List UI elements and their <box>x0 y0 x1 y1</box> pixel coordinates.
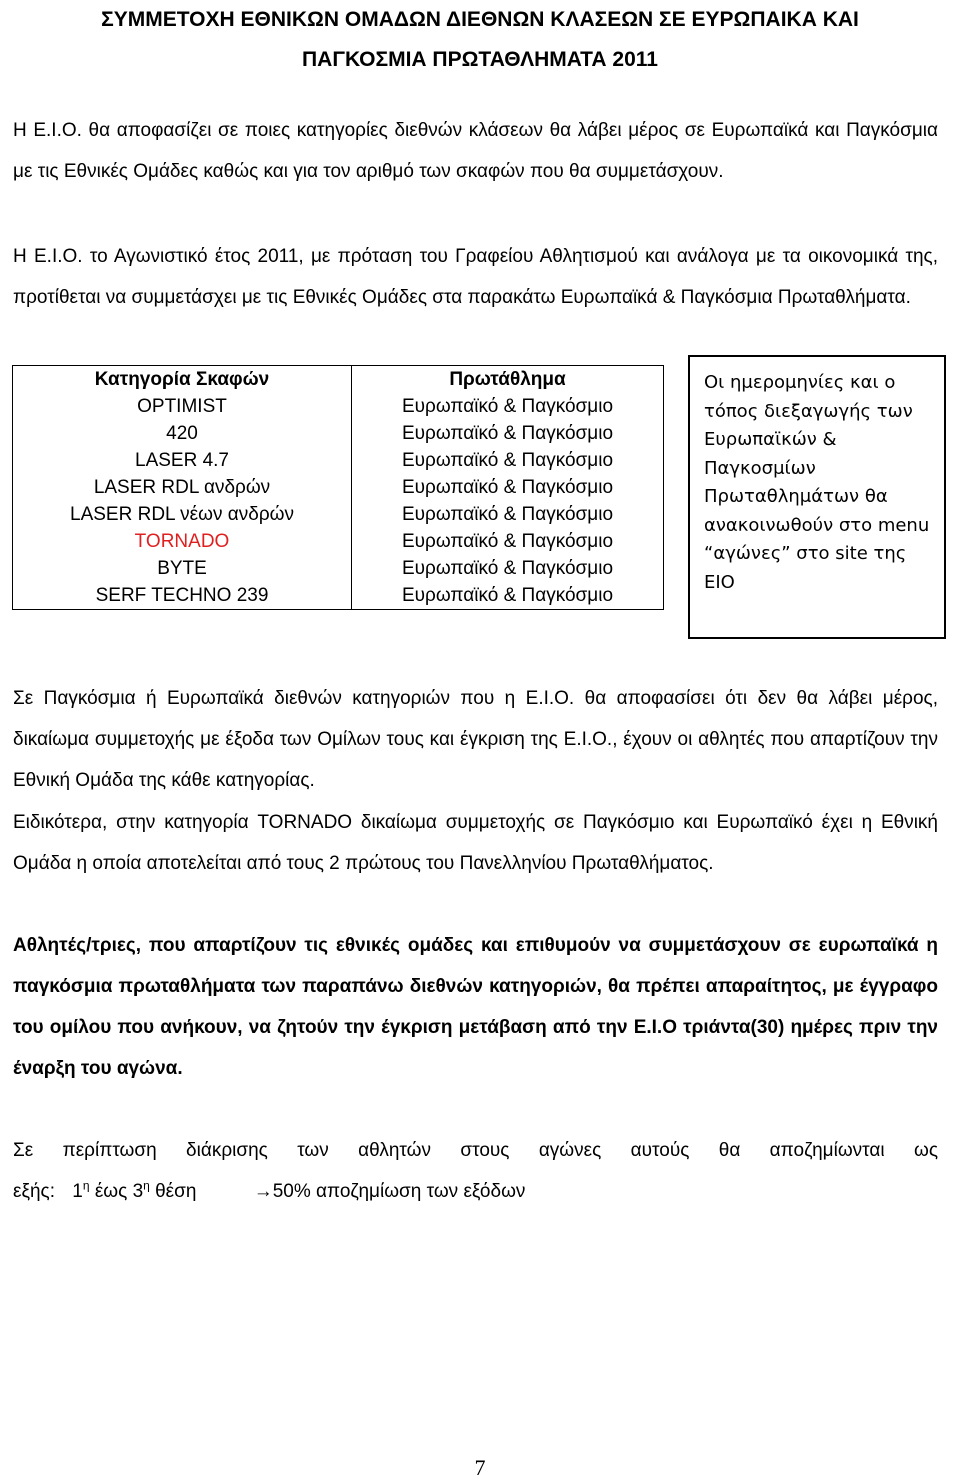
compensation-line <box>13 1171 525 1212</box>
place-third: 3 <box>132 1181 144 1202</box>
place-third-sup: η <box>143 1178 150 1193</box>
compensation-prefix: εξής: <box>13 1181 55 1202</box>
paragraph-participation-decision: Η Ε.Ι.Ο. θα αποφασίζει σε ποιες κατηγορίες διεθνών κλάσεων θα λάβει μέρος σε Ευρωπαϊκά και Παγκόσμια με τις Εθνικές Ομάδες καθώς και για τον αριθμό των σκαφών που θα συμμετάσχουν. <box>13 120 938 182</box>
cell-championship: Ευρωπαϊκό & Παγκόσμιο <box>352 528 664 555</box>
cell-championship: Ευρωπαϊκό & Παγκόσμιο <box>352 555 664 582</box>
paragraph-non-participation: Σε Παγκόσμια ή Ευρωπαϊκά διεθνών κατηγοριών που η Ε.Ι.Ο. θα αποφασίσει ότι δεν θα λάβει μέρος, δικαίωμα συμμετοχής με έξοδα των Ομίλων τους και έγκριση της Ε.Ι.Ο., έχουν οι αθλητές που απαρτίζουν την Εθνική Ομάδα της κάθε κατηγορίας. <box>13 688 938 791</box>
place-first-sup: η <box>82 1178 90 1193</box>
title-line-1: ΣΥΜΜΕΤΟΧΗ ΕΘΝΙΚΩΝ ΟΜΑΔΩΝ ΔΙΕΘΝΩΝ ΚΛΑΣΕΩΝ ΣΕ ΕΥΡΩΠΑΙΚΑ ΚΑΙ <box>101 8 859 31</box>
table-row <box>13 528 664 555</box>
cell-category: LASER RDL νέων ανδρών <box>13 501 352 528</box>
place-label: θέση <box>155 1181 197 1202</box>
cell-championship: Ευρωπαϊκό & Παγκόσμιο <box>352 393 664 420</box>
place-first: 1 <box>72 1181 83 1202</box>
cell-championship: Ευρωπαϊκό & Παγκόσμιο <box>352 420 664 447</box>
paragraph-approval-requirement: Αθλητές/τριες, που απαρτίζουν τις εθνικές ομάδες και επιθυμούν να συμμετάσχουν σε ευρωπαϊκά η παγκόσμια πρωταθλήματα των παραπάνω διεθνών κατηγοριών, θα πρέπει απαραίτητος, με έγγραφο του ομίλου που ανήκουν, να ζητούν την έγκριση μετάβαση από την Ε.Ι.Ο τριάντα(30) ημέρες πριν την έναρξη του αγώνα. <box>13 935 938 1079</box>
cell-category-highlighted: TORNADO <box>13 528 352 555</box>
cell-championship: Ευρωπαϊκό & Παγκόσμιο <box>352 447 664 474</box>
table-row <box>13 555 664 582</box>
header-category: Κατηγορία Σκαφών <box>13 366 352 394</box>
cell-championship: Ευρωπαϊκό & Παγκόσμιο <box>352 474 664 501</box>
dates-note-box: Οι ημερομηνίες και ο τόπος διεξαγωγής των Ευρωπαϊκών & Παγκοσμίων Πρωταθλημάτων θα ανακοινωθούν στο menu “αγώνες” στο site της ΕΙΟ <box>688 355 946 639</box>
paragraph-tornado: Ειδικότερα, στην κατηγορία TORNADO δικαίωμα συμμετοχής σε Παγκόσμιο και Ευρωπαϊκό έχει η Εθνική Ομάδα η οποία αποτελείται από τους 2 πρώτους του Πανελληνίου Πρωταθλήματος. <box>13 812 938 874</box>
cell-category: SERF TECHNO 239 <box>13 582 352 610</box>
cell-championship: Ευρωπαϊκό & Παγκόσμιο <box>352 501 664 528</box>
table-row <box>13 447 664 474</box>
place-until: έως <box>94 1181 128 1202</box>
table-row <box>13 393 664 420</box>
cell-category: BYTE <box>13 555 352 582</box>
table-row <box>13 474 664 501</box>
cell-category: 420 <box>13 420 352 447</box>
document-title <box>0 0 960 80</box>
cell-category: LASER RDL ανδρών <box>13 474 352 501</box>
table-row <box>13 501 664 528</box>
cell-championship: Ευρωπαϊκό & Παγκόσμιο <box>352 582 664 610</box>
cell-category: OPTIMIST <box>13 393 352 420</box>
paragraph-compensation: Σε περίπτωση διάκρισης των αθλητών στους αγώνες αυτούς θα αποζημίωνται ως <box>13 1140 938 1161</box>
paragraph-2011-plan: Η Ε.Ι.Ο. το Αγωνιστικό έτος 2011, με πρόταση του Γραφείου Αθλητισμού και ανάλογα με τα οικονομικά της, προτίθεται να συμμετάσχει με τις Εθνικές Ομάδες στα παρακάτω Ευρωπαϊκά & Παγκόσμια Πρωταθλήματα. <box>13 246 938 308</box>
table-row <box>13 420 664 447</box>
header-championship: Πρωτάθλημα <box>352 366 664 394</box>
cell-category: LASER 4.7 <box>13 447 352 474</box>
categories-table <box>12 365 664 610</box>
table-row <box>13 582 664 610</box>
table-header-row <box>13 366 664 394</box>
compensation-result: →50% αποζημίωση των εξόδων <box>253 1181 526 1202</box>
title-line-2: ΠΑΓΚΟΣΜΙΑ ΠΡΩΤΑΘΛΗΜΑΤΑ 2011 <box>302 48 658 71</box>
page-number: 7 <box>474 1455 486 1480</box>
